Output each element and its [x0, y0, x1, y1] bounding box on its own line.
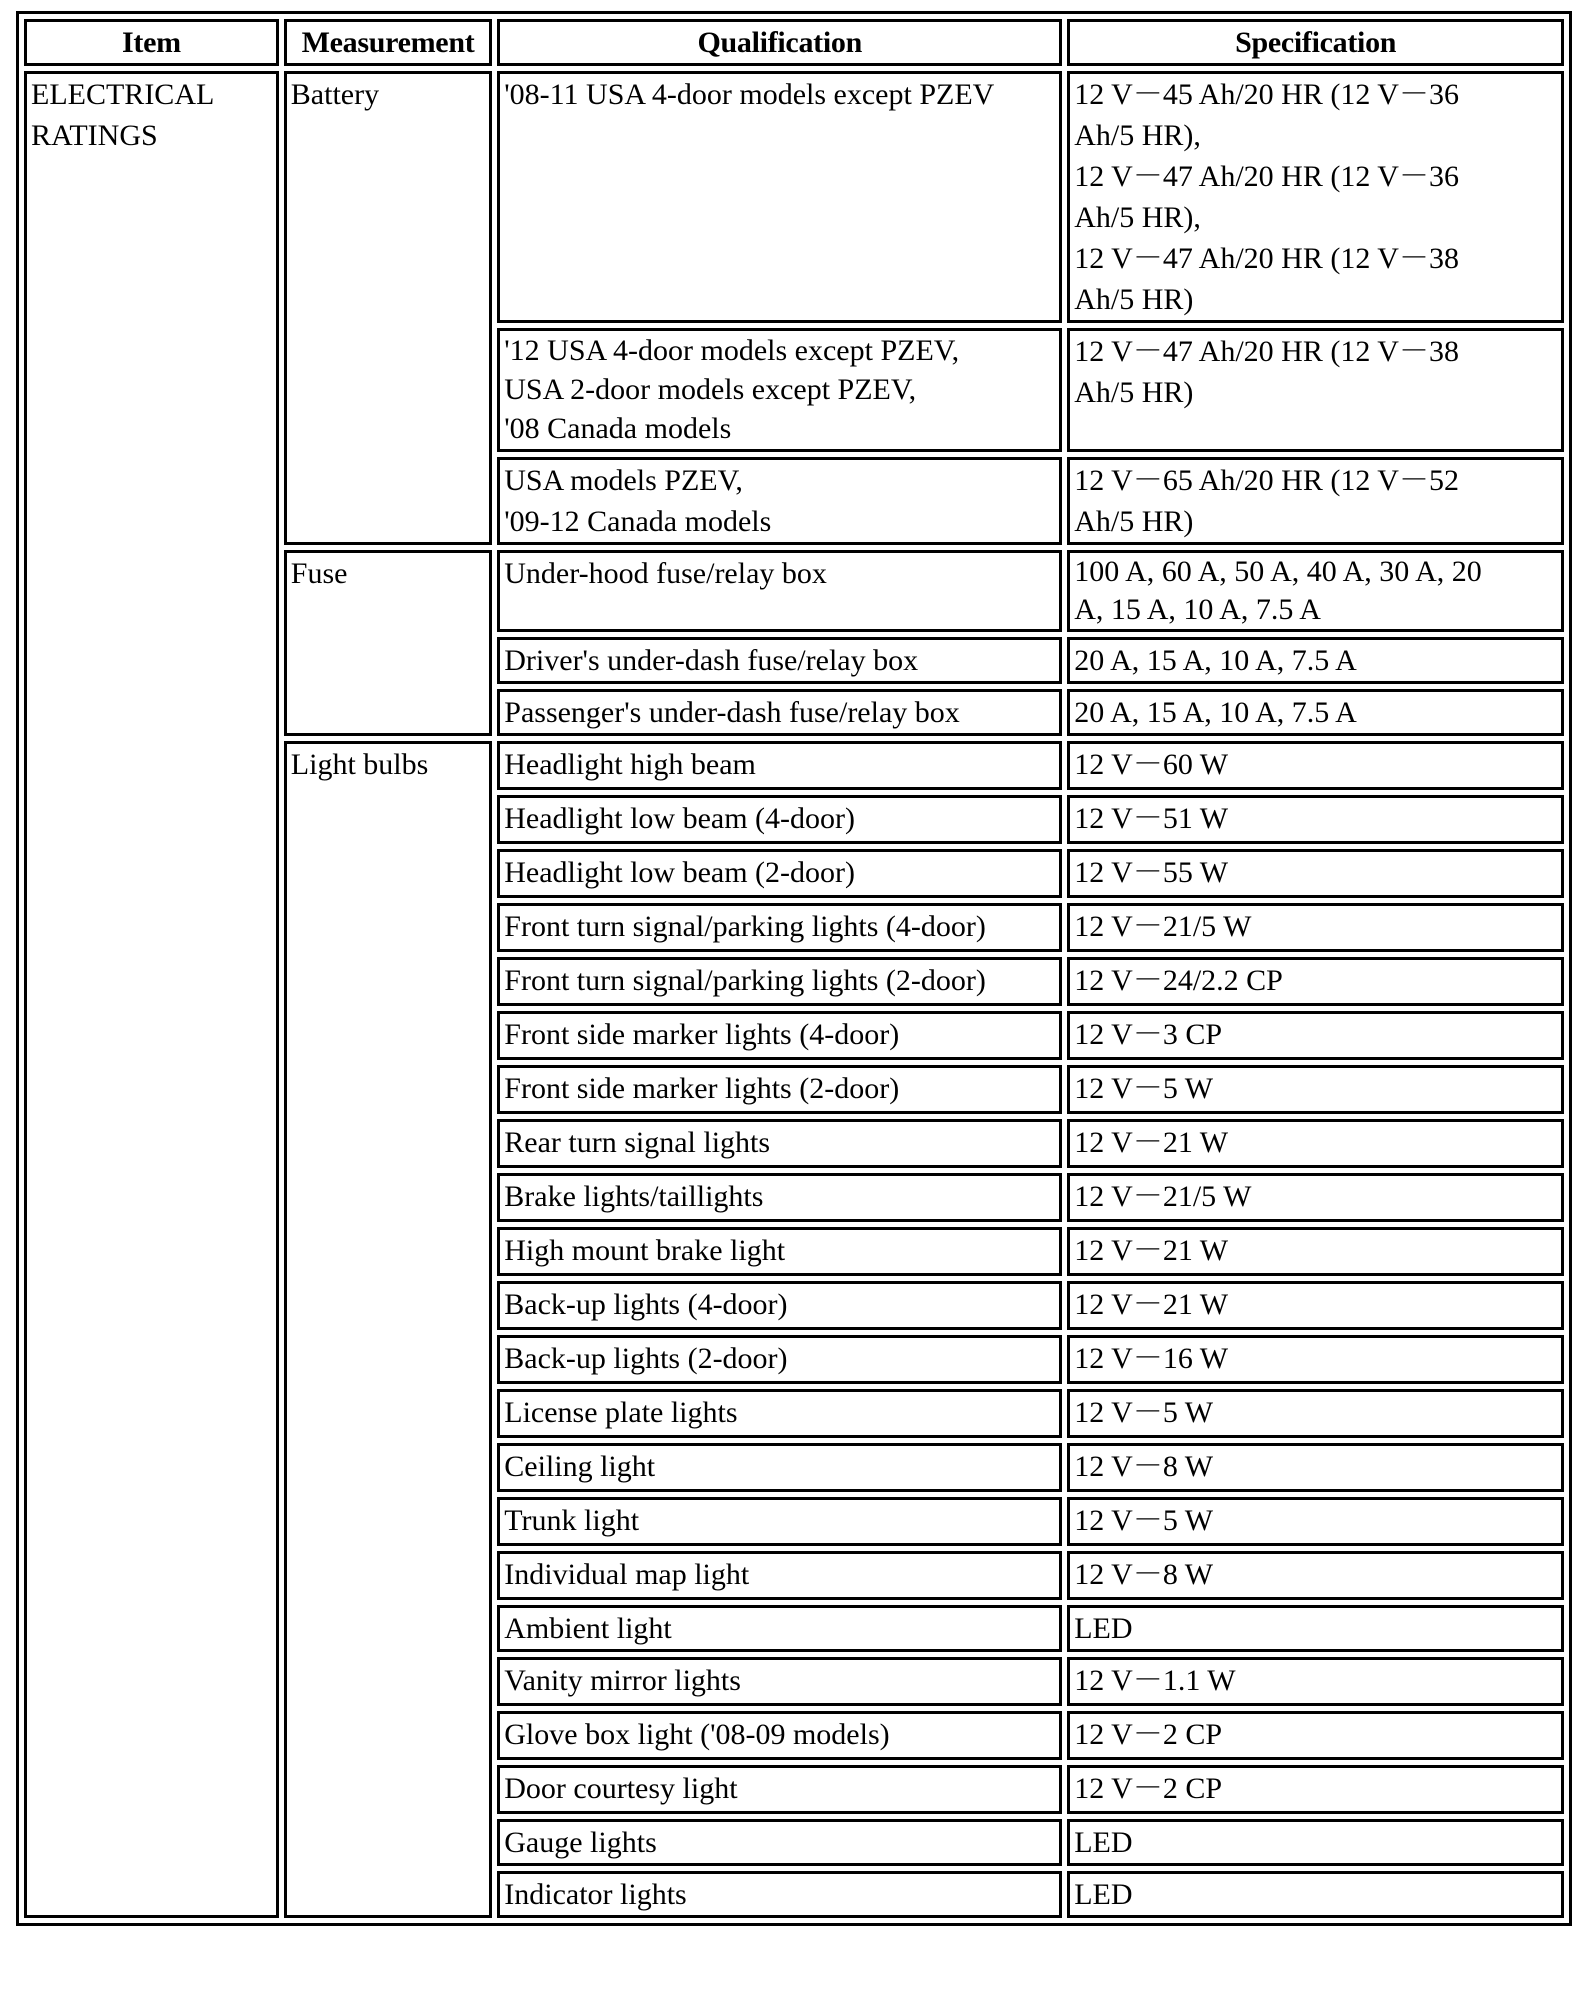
measurement-label: Light bulbs	[290, 748, 429, 781]
qualification-text: Under-hood fuse/relay box	[504, 557, 827, 590]
qualification-text: Headlight high beam	[504, 748, 756, 781]
specification-cell	[1067, 328, 1564, 452]
qualification-text: Passenger's under-dash fuse/relay box	[504, 696, 960, 729]
qualification-cell	[497, 1657, 1062, 1706]
qualification-cell	[497, 1119, 1062, 1168]
specification-cell	[1067, 1119, 1564, 1168]
qualification-text: High mount brake light	[504, 1234, 786, 1267]
specification-text: 12 V－65 Ah/20 HR (12 V－52	[1074, 464, 1459, 497]
specification-text: 12 V－47 Ah/20 HR (12 V－38	[1074, 242, 1459, 275]
specification-cell	[1067, 637, 1564, 684]
specification-text: 12 V－8 W	[1074, 1450, 1214, 1483]
specification-text: 12 V－1.1 W	[1074, 1664, 1236, 1697]
specification-text: 12 V－2 CP	[1074, 1772, 1223, 1805]
specification-text: 12 V－2 CP	[1074, 1718, 1223, 1751]
qualification-text: Trunk light	[504, 1504, 640, 1537]
specification-text: 12 V－21 W	[1074, 1288, 1229, 1321]
header-specification: Specification	[1067, 19, 1564, 66]
qualification-cell	[497, 1765, 1062, 1814]
qualification-cell	[497, 795, 1062, 844]
qualification-cell	[497, 1871, 1062, 1918]
qualification-text: Rear turn signal lights	[504, 1126, 771, 1159]
specification-text: A, 15 A, 10 A, 7.5 A	[1074, 593, 1321, 626]
qualification-cell	[497, 1281, 1062, 1330]
specification-text: 12 V－47 Ah/20 HR (12 V－38	[1074, 335, 1459, 368]
specification-text: Ah/5 HR)	[1074, 505, 1194, 538]
header-row	[24, 19, 1564, 66]
specification-text: Ah/5 HR),	[1074, 119, 1201, 152]
specification-cell	[1067, 1389, 1564, 1438]
specification-cell	[1067, 795, 1564, 844]
specification-cell	[1067, 1065, 1564, 1114]
qualification-cell	[497, 550, 1062, 632]
specification-text: 12 V－47 Ah/20 HR (12 V－36	[1074, 160, 1459, 193]
qualification-text: Front side marker lights (2-door)	[504, 1072, 900, 1105]
qualification-text: USA models PZEV,	[504, 464, 743, 497]
specification-cell	[1067, 1497, 1564, 1546]
qualification-text: '08 Canada models	[504, 412, 732, 445]
measurement-fuse	[284, 550, 492, 736]
specification-cell	[1067, 1173, 1564, 1222]
header-measurement: Measurement	[284, 19, 492, 66]
qualification-cell	[497, 1443, 1062, 1492]
qualification-cell	[497, 849, 1062, 898]
specification-text: 12 V－51 W	[1074, 802, 1229, 835]
specification-text: Ah/5 HR)	[1074, 376, 1194, 409]
specification-text: 12 V－55 W	[1074, 856, 1229, 889]
specification-cell	[1067, 1657, 1564, 1706]
measurement-label: Battery	[290, 78, 380, 111]
qualification-cell	[497, 1173, 1062, 1222]
qualification-text: Front turn signal/parking lights (4-door)	[504, 910, 986, 943]
header-qualification: Qualification	[497, 19, 1062, 66]
qualification-text: Vanity mirror lights	[504, 1664, 741, 1697]
specification-text: 12 V－24/2.2 CP	[1074, 964, 1283, 997]
specification-text: 12 V－16 W	[1074, 1342, 1229, 1375]
measurement-label: Fuse	[290, 557, 348, 590]
specification-cell	[1067, 957, 1564, 1006]
qualification-text: Ambient light	[504, 1612, 672, 1645]
qualification-cell	[497, 1819, 1062, 1866]
qualification-cell	[497, 1605, 1062, 1652]
specification-cell	[1067, 1765, 1564, 1814]
qualification-text: License plate lights	[504, 1396, 738, 1429]
specification-text: 12 V－21 W	[1074, 1126, 1229, 1159]
qualification-text: Front side marker lights (4-door)	[504, 1018, 900, 1051]
specification-text: LED	[1074, 1826, 1133, 1859]
qualification-cell	[497, 903, 1062, 952]
qualification-text: '09-12 Canada models	[504, 505, 772, 538]
qualification-cell	[497, 1389, 1062, 1438]
specification-cell	[1067, 1871, 1564, 1918]
specification-cell	[1067, 1011, 1564, 1060]
specification-text: 12 V－21 W	[1074, 1234, 1229, 1267]
specification-cell	[1067, 1605, 1564, 1652]
header-item: Item	[24, 19, 279, 66]
specification-text: 12 V－21/5 W	[1074, 1180, 1252, 1213]
qualification-text: Front turn signal/parking lights (2-door)	[504, 964, 986, 997]
specification-cell	[1067, 689, 1564, 736]
specification-text: 12 V－5 W	[1074, 1396, 1214, 1429]
qualification-cell	[497, 689, 1062, 736]
qualification-text: Brake lights/taillights	[504, 1180, 764, 1213]
qualification-cell	[497, 741, 1062, 790]
specification-text: 12 V－5 W	[1074, 1504, 1214, 1537]
qualification-text: '08-11 USA 4-door models except PZEV	[504, 78, 995, 111]
electrical-ratings-table	[16, 11, 1572, 1926]
specification-cell	[1067, 1819, 1564, 1866]
specification-text: 20 A, 15 A, 10 A, 7.5 A	[1074, 696, 1357, 729]
qualification-cell	[497, 328, 1062, 452]
qualification-cell	[497, 1551, 1062, 1600]
qualification-cell	[497, 457, 1062, 545]
specification-cell	[1067, 903, 1564, 952]
specification-text: 12 V－21/5 W	[1074, 910, 1252, 943]
qualification-cell	[497, 957, 1062, 1006]
qualification-cell	[497, 1711, 1062, 1760]
qualification-text: '12 USA 4-door models except PZEV,	[504, 334, 960, 367]
specification-text: 12 V－3 CP	[1074, 1018, 1223, 1051]
specification-text: 12 V－5 W	[1074, 1072, 1214, 1105]
specification-text: LED	[1074, 1612, 1133, 1645]
specification-text: 12 V－45 Ah/20 HR (12 V－36	[1074, 78, 1459, 111]
qualification-cell	[497, 1065, 1062, 1114]
qualification-text: Door courtesy light	[504, 1772, 738, 1805]
item-cell	[24, 71, 279, 1918]
specification-text: Ah/5 HR),	[1074, 201, 1201, 234]
specification-cell	[1067, 1281, 1564, 1330]
page	[16, 11, 1572, 1926]
qualification-text: Headlight low beam (2-door)	[504, 856, 855, 889]
specification-text: Ah/5 HR)	[1074, 283, 1194, 316]
qualification-cell	[497, 71, 1062, 323]
qualification-cell	[497, 1011, 1062, 1060]
specification-cell	[1067, 741, 1564, 790]
qualification-cell	[497, 1227, 1062, 1276]
qualification-cell	[497, 1497, 1062, 1546]
specification-cell	[1067, 1551, 1564, 1600]
qualification-text: Back-up lights (2-door)	[504, 1342, 788, 1375]
measurement-light-bulbs	[284, 741, 492, 1918]
item-text: ELECTRICAL	[31, 78, 215, 111]
specification-cell	[1067, 1711, 1564, 1760]
qualification-text: USA 2-door models except PZEV,	[504, 373, 917, 406]
specification-text: LED	[1074, 1878, 1133, 1911]
specification-cell	[1067, 71, 1564, 323]
qualification-text: Glove box light ('08-09 models)	[504, 1718, 890, 1751]
specification-text: 12 V－8 W	[1074, 1558, 1214, 1591]
qualification-text: Headlight low beam (4-door)	[504, 802, 855, 835]
measurement-battery	[284, 71, 492, 545]
qualification-cell	[497, 637, 1062, 684]
item-text: RATINGS	[31, 119, 158, 152]
specification-cell	[1067, 457, 1564, 545]
qualification-text: Indicator lights	[504, 1878, 687, 1911]
specification-cell	[1067, 849, 1564, 898]
specification-cell	[1067, 550, 1564, 632]
qualification-text: Individual map light	[504, 1558, 750, 1591]
specification-text: 20 A, 15 A, 10 A, 7.5 A	[1074, 644, 1357, 677]
specification-text: 12 V－60 W	[1074, 748, 1229, 781]
qualification-cell	[497, 1335, 1062, 1384]
qualification-text: Back-up lights (4-door)	[504, 1288, 788, 1321]
qualification-text: Gauge lights	[504, 1826, 657, 1859]
qualification-text: Ceiling light	[504, 1450, 656, 1483]
table-row	[24, 71, 1564, 323]
qualification-text: Driver's under-dash fuse/relay box	[504, 644, 919, 677]
specification-cell	[1067, 1227, 1564, 1276]
specification-cell	[1067, 1443, 1564, 1492]
specification-cell	[1067, 1335, 1564, 1384]
specification-text: 100 A, 60 A, 50 A, 40 A, 30 A, 20	[1074, 555, 1482, 588]
